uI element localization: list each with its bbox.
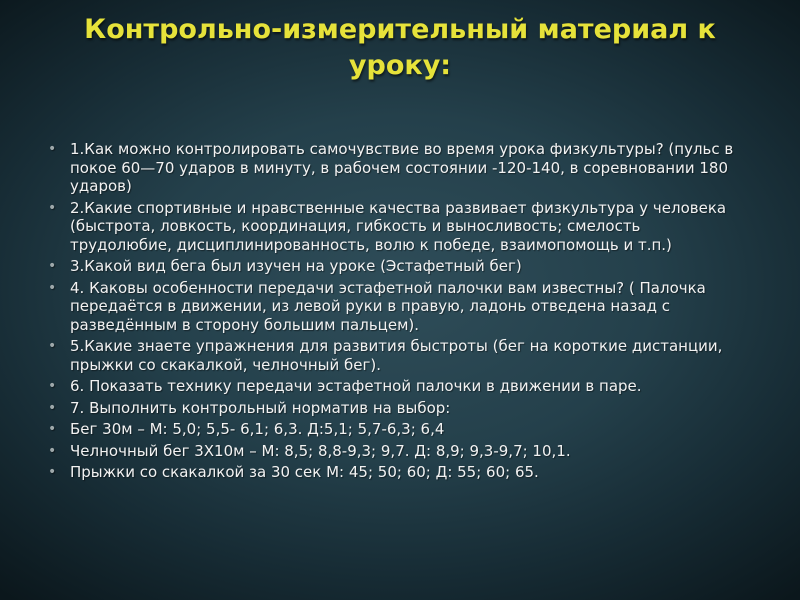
bullet-icon: • bbox=[48, 378, 57, 394]
bullet-item-10 bbox=[48, 463, 738, 482]
bullet-text: Бег 30м – М: 5,0; 5,5- 6,1; 6,3. Д:5,1; 5,7-6,3; 6,4 bbox=[70, 420, 445, 438]
bullet-item-7 bbox=[48, 399, 738, 418]
bullet-text: 7. Выполнить контрольный норматив на выбор: bbox=[70, 398, 451, 417]
bullet-text: 4. Каковы особенности передачи эстафетной палочки вам известны? ( Палочка передаётся в движении, из левой руки в правую, ладонь отведена назад с разведённым в сторону большим пальцем). bbox=[70, 278, 706, 334]
bullet-icon: • bbox=[48, 199, 57, 216]
bullet-item-1 bbox=[48, 140, 738, 196]
bullet-item-2 bbox=[48, 199, 738, 255]
bullet-icon: • bbox=[48, 141, 57, 157]
bullet-item-9 bbox=[48, 442, 738, 461]
slide-title bbox=[60, 12, 740, 84]
bullet-icon: • bbox=[48, 399, 57, 416]
bullet-text: 5.Какие знаете упражнения для развития быстроты (бег на короткие дистанции, прыжки со скакалкой, челночный бег). bbox=[70, 337, 723, 374]
bullet-item-6 bbox=[48, 377, 738, 396]
bullet-icon: • bbox=[48, 421, 57, 437]
bullet-item-4 bbox=[48, 279, 738, 335]
bullet-text: 1.Как можно контролировать самочувствие во время урока физкультуры? (пульс в покое 60—70 ударов в минуту, в рабочем состоянии -120-140, в соревновании 180 ударов) bbox=[70, 140, 734, 195]
bullet-text: 3.Какой вид бега был изучен на уроке (Эстафетный бег) bbox=[70, 257, 522, 275]
bullet-icon: • bbox=[48, 442, 57, 459]
bullet-icon: • bbox=[48, 464, 57, 480]
bullet-item-3 bbox=[48, 257, 738, 276]
bullet-text: 2.Какие спортивные и нравственные качества развивает физкультура у человека (быстрота, ловкость, координация, гибкость и выносливость; смелость трудолюбие, дисциплинированность, волю к победе, взаимопомощь и т.п.) bbox=[70, 198, 727, 254]
bullet-text: 6. Показать технику передачи эстафетной палочки в движении в паре. bbox=[70, 377, 642, 395]
bullet-text: Прыжки со скакалкой за 30 сек М: 45; 50; 60; Д: 55; 60; 65. bbox=[70, 463, 539, 481]
bullet-icon: • bbox=[48, 338, 57, 354]
bullet-item-5 bbox=[48, 337, 738, 374]
slide-title-line-2: уроку: bbox=[348, 50, 452, 81]
bullet-text: Челночный бег 3Х10м – М: 8,5; 8,8-9,3; 9,7. Д: 8,9; 9,3-9,7; 10,1. bbox=[70, 441, 571, 460]
bullet-list bbox=[48, 140, 738, 485]
slide-title-line-1: Контрольно-измерительный материал к bbox=[84, 14, 716, 45]
bullet-icon: • bbox=[48, 279, 57, 296]
bullet-icon: • bbox=[48, 258, 57, 274]
bullet-item-8 bbox=[48, 420, 738, 439]
